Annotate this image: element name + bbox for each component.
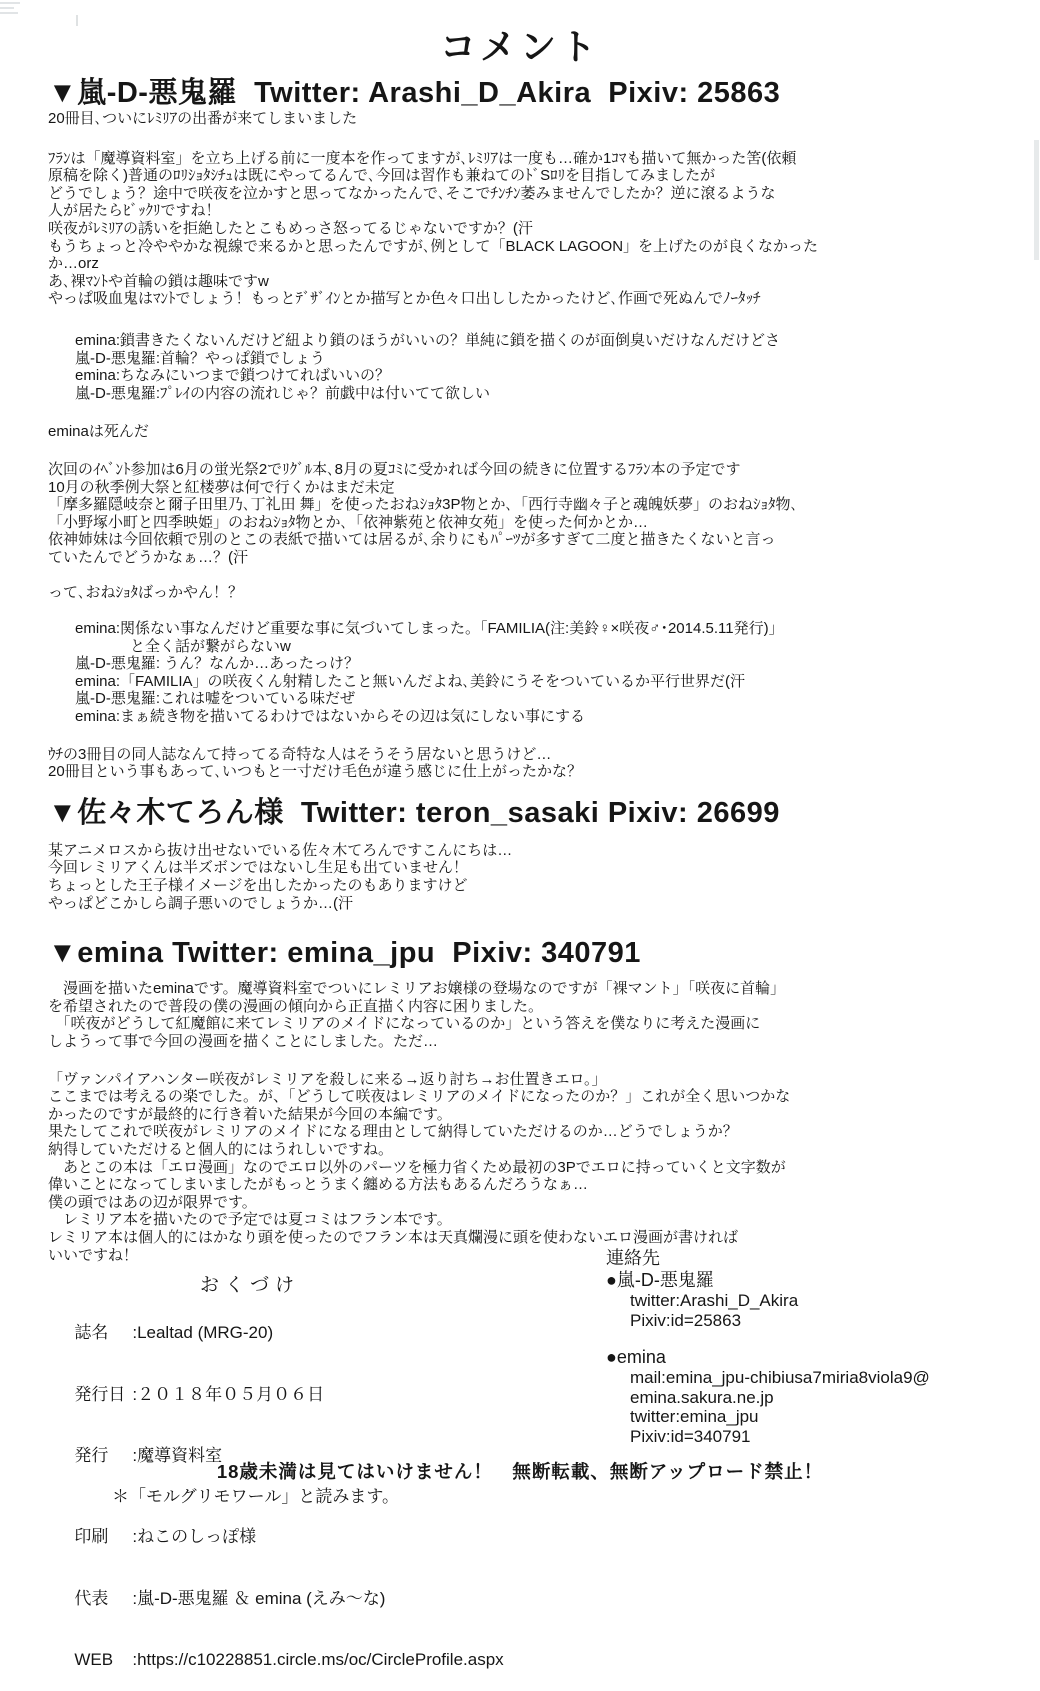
colophon-title: おくづけ	[199, 1275, 300, 1296]
contact-line: twitter:Arashi_D_Akira	[630, 1291, 799, 1310]
scan-artifact	[0, 7, 14, 9]
contact-line: Pixiv:id=25863	[630, 1310, 742, 1330]
scan-artifact	[0, 2, 20, 4]
text-line: レミリア本は個人的にはかなり頭を使ったのでフラン本は天真爛漫に頭を使わないエロ漫画が書ければ	[48, 1228, 739, 1246]
text-line: どうでしょう？途中で咲夜を泣かすと思ってなかったんで､そこでﾁﾝﾁﾝ萎みませんでしたか？逆に滾るような	[48, 184, 776, 202]
text-line: 「小野塚小町と四季映姫」のおねｼｮﾀ物とか､「依神紫苑と依神女苑」を使った何かとか…	[48, 513, 649, 531]
dialogue-line: emina:「FAMILIA」の咲夜くん射精したこと無いんだよね､美鈴にうそをついているか平行世界だ(汗	[75, 672, 746, 690]
dialogue-line: emina:ちなみにいつまで鎖つけてればいいの？	[75, 367, 391, 385]
colophon-label: 発行日	[74, 1384, 126, 1404]
section-header-sasaki: ▼佐々木てろん様 Twitter: teron_sasaki Pixiv: 26699	[48, 796, 780, 829]
dialogue-line: emina:関係ない事なんだけど重要な事に気づいてしまった。「FAMILIA(注:美鈴♀×咲夜♂･2014.5.11発行)」	[75, 620, 784, 638]
dialogue-line: emina:鎖書きたくないんだけど紐より鎖のほうがいいの？単純に鎖を描くのが面倒臭いだけなんだけどさ	[75, 331, 781, 349]
text-line: 10月の秋季例大祭と紅楼夢は何で行くかはまだ未定	[48, 478, 395, 496]
dialogue-line: 嵐-D-悪鬼羅: うん？なんか…あったっけ？	[75, 655, 360, 673]
colophon-value: :https://c10228851.circle.ms/oc/CircleProfile.aspx	[132, 1649, 504, 1669]
text-line: あとこの本は「エロ漫画」なのでエロ以外のパーツを極力省くため最初の3Pでエロに持っていくと文字数が	[48, 1158, 786, 1176]
text-line: 偉いことになってしまいましたがもっとうまく纏める方法もあるんだろうなぁ…	[48, 1176, 589, 1194]
scan-artifact	[0, 2, 20, 14]
contact-entry	[606, 1270, 930, 1330]
text-line: eminaは死んだ	[48, 423, 149, 441]
colophon-row	[46, 1630, 504, 1691]
text-line: 「咲夜がどうして紅魔館に来てレミリアのメイドになっているのか」という答えを僕なりに考えた漫画に	[48, 1015, 761, 1033]
colophon-note: ＊「モルグリモワール」と読みます。	[112, 1486, 399, 1506]
text-line: って､おねｼｮﾀばっかやん！？	[48, 584, 244, 602]
colophon-row	[46, 1364, 504, 1425]
dialogue-line: と全く話が繋がらないw	[130, 637, 291, 655]
text-line: か…orz	[48, 255, 99, 273]
colophon-row	[46, 1568, 504, 1629]
dialogue-line: 嵐-D-悪鬼羅:これは嘘をついている味だぜ	[75, 690, 355, 708]
scan-artifact	[0, 12, 18, 14]
section-header-arashi: ▼嵐-D-悪鬼羅 Twitter: Arashi_D_Akira Pixiv: 25863	[48, 77, 781, 109]
contact-line: twitter:emina_jpu	[630, 1407, 759, 1427]
text-line: 依神姉妹は今回依頼で別のとこの表紙で描いては居るが､余りにもﾊﾟｰﾂが多すぎて二度と描きたくないと言っ	[48, 531, 776, 549]
text-line: ここまでは考えるの楽でした。が、「どうして咲夜はレミリアのメイドになったのか？」これが全く思いつかな	[48, 1088, 791, 1106]
colophon-value: :嵐-D-悪鬼羅 ＆ emina (えみ～な)	[132, 1588, 386, 1608]
text-line: 僕の頭ではあの辺が限界です。	[48, 1193, 257, 1211]
text-line: 今回レミリアくんは半ズボンではないし生足も出ていません！	[48, 859, 469, 877]
contact-line: emina.sakura.ne.jp	[630, 1387, 774, 1407]
text-line: あ､裸ﾏﾝﾄや首輪の鎖は趣味ですw	[48, 272, 269, 290]
colophon-label: WEB	[74, 1649, 114, 1669]
text-line: ｳﾁの3冊目の同人誌なんて持ってる奇特な人はそうそう居ないと思うけど…	[48, 745, 552, 763]
text-line: もうちょっと冷ややかな視線で来るかと思ったんですが､例として「BLACK LAGOON」を上げたのが良くなかった	[48, 237, 819, 255]
page-title: コメント	[439, 26, 600, 67]
contact-info	[606, 1248, 930, 1447]
spacer	[48, 602, 1012, 620]
colophon-value: :ねこのしっぽ様	[132, 1527, 257, 1547]
text-line: 次回のｲﾍﾞﾝﾄ参加は6月の蛍光祭2でﾘｸﾞﾙ本､8月の夏ｺﾐに受かれば今回の続きに位置するﾌﾗﾝ本の予定です	[48, 460, 741, 478]
dialogue-line: 嵐-D-悪鬼羅:首輪？やっぱ鎖でしょう	[75, 349, 325, 367]
contact-name: ●嵐-D-悪鬼羅	[606, 1270, 714, 1290]
text-line: やっぱ吸血鬼はﾏﾝﾄでしょう！もっとﾃﾞｻﾞｲﾝとか描写とか色々口出ししたかったけど､作画で死ぬんでﾉｰﾀｯﾁ	[48, 290, 761, 308]
colophon-value: :魔導資料室	[132, 1445, 223, 1465]
text-line: ﾌﾗﾝは「魔導資料室」を立ち上げる前に一度本を作ってますが､ﾚﾐﾘｱは一度も…確か1ｺﾏも描いて無かった筈(依頼	[48, 149, 797, 167]
scan-artifact	[76, 15, 78, 26]
colophon-label: 代表	[74, 1588, 109, 1608]
colophon-list	[46, 1303, 504, 1691]
text-line: 某アニメロスから抜け出せないでいる佐々木てろんですこんにちは…	[48, 841, 513, 859]
contact-name: ●emina	[606, 1347, 666, 1368]
spacer	[48, 402, 1012, 423]
text-line: 原稿を除く)普通のﾛﾘｼｮﾀｼﾁｭは既にやってるんで､今回は習作も兼ねてのﾄﾞSﾛﾘを目指してみましたが	[48, 167, 716, 185]
text-line: やっぱどこかしら調子悪いのでしょうか…(汗	[48, 894, 353, 912]
section-header-emina: ▼emina Twitter: emina_jpu Pixiv: 340791	[48, 937, 641, 970]
text-line: 漫画を描いたeminaです。魔導資料室でついにレミリアお嬢様の登場なのですが「裸マント」「咲夜に首輪」	[48, 980, 786, 998]
colophon-value: :２０１８年０５月０６日	[132, 1384, 325, 1404]
text-line: いいですね！	[48, 1246, 139, 1264]
scan-artifact	[1034, 140, 1039, 260]
contact-line: mail:emina_jpu-chibiusa7miria8viola9@	[630, 1368, 930, 1388]
text-line: を希望されたので普段の僕の漫画の傾向から正直描く内容に困りました。	[48, 997, 544, 1015]
colophon-row	[46, 1303, 504, 1364]
contact-entry	[606, 1347, 930, 1446]
text-line: 人が居たらﾋﾞｯｸﾘですね！	[48, 202, 221, 220]
age-restriction-notice: 18歳未満は見てはいけません！ 無断転載、無断アップロード禁止！	[216, 1461, 824, 1482]
text-line: かったのですが最終的に行き着いた結果が今回の本編です。	[48, 1105, 452, 1123]
text-line: 「摩多羅隠岐奈と爾子田里乃､丁礼田 舞」を使ったおねｼｮﾀ3P物とか､「西行寺幽々子と魂魄妖夢」のおねｼｮﾀ物､	[48, 496, 799, 514]
text-line: 20冊目､ついにﾚﾐﾘｱの出番が来てしまいました	[48, 110, 358, 127]
colophon-row	[46, 1507, 504, 1568]
colophon-label: 誌名	[74, 1323, 109, 1343]
spacer	[48, 441, 1012, 461]
spacer	[48, 1051, 1012, 1071]
colophon-value: :Lealtad (MRG-20)	[132, 1323, 274, 1343]
text-line: しようって事で今回の漫画を描くことにしました。ただ…	[48, 1032, 439, 1050]
text-line: 20冊目という事もあって､いつもと一寸だけ毛色が違う感じに仕上がったかな？	[48, 763, 583, 781]
text-line: 「ヴァンパイアハンター咲夜がレミリアを殺しに来る→返り討ち→お仕置きエロ。」	[48, 1070, 607, 1088]
dialogue-line: 嵐-D-悪鬼羅:ﾌﾟﾚｲの内容の流れじゃ？前戯中は付いてて欲しい	[75, 384, 490, 402]
spacer	[48, 308, 1012, 332]
spacer	[48, 566, 1012, 584]
spacer	[48, 726, 1012, 746]
dialogue-line: emina:まぁ続き物を描いてるわけではないからその辺は気にしない事にする	[75, 708, 586, 726]
text-line: 果たしてこれで咲夜がレミリアのメイドになる理由として納得していただけるのか…どうでしょうか？	[48, 1123, 738, 1141]
text-line: 咲夜がﾚﾐﾘｱの誘いを拒絶したとこもめっさ怒ってるじゃないですか？(汗	[48, 219, 533, 237]
text-line: 納得していただけると個人的にはうれしいですね。	[48, 1140, 394, 1158]
spacer	[48, 128, 1012, 150]
text-line: ちょっとした王子様イメージを出したかったのもありますけど	[48, 877, 468, 894]
colophon-label: 印刷	[74, 1527, 109, 1547]
text-line: レミリア本を描いたので予定では夏コミはフラン本です。	[48, 1211, 452, 1229]
colophon-label: 発行	[74, 1445, 109, 1465]
text-line: ていたんでどうかなぁ…？(汗	[48, 548, 248, 566]
contact-line: Pixiv:id=340791	[630, 1426, 751, 1446]
contact-heading: 連絡先	[606, 1248, 660, 1268]
